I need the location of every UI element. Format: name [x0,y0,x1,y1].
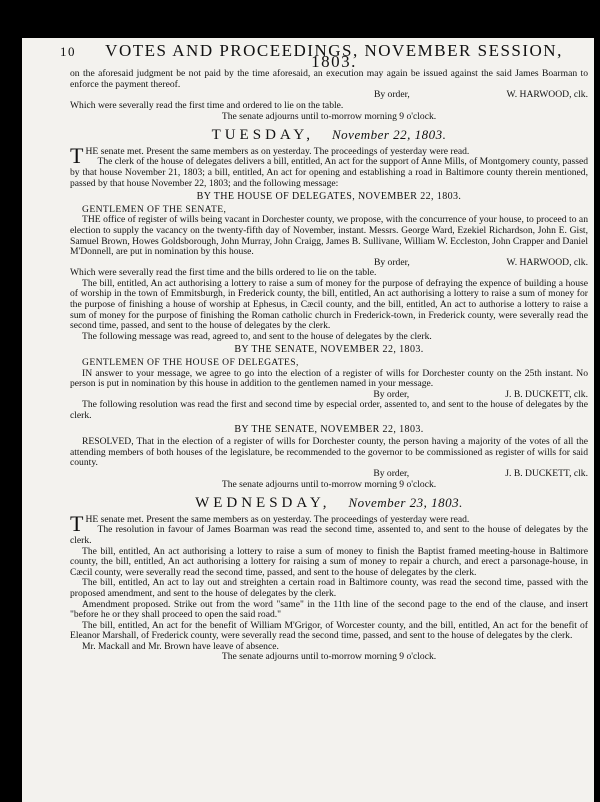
day-name: WEDNESDAY, [195,495,331,512]
clerk-signature: W. HARWOOD, clk. [506,89,588,101]
salutation: GENTLEMEN OF THE HOUSE OF DELEGATES, [82,357,299,369]
adjournment: The senate adjourns until to-morrow morning 9 o'clock. [221,651,437,663]
paragraph: The bill, entitled, An act for the benefit of William M'Grigor, of Worcester county, and the bill, entitled, An act for the benefit of Eleanor Marshall, of Frederick county, were severally read the second time, passed, and sent to the house of delegates by the clerk. [70,619,588,642]
paragraph: The bill, entitled, An act authorising a lottery to raise a sum of money to finish the Baptist framed meeting-house in Baltimore county, the bill, entitled, An act authorising a lottery for raising a sum of money to repair a church, and erect a parsonage-house, in Cæcil county, were severally read the second time, passed, and sent to the house of delegates by the clerk. [70,545,588,578]
by-order: By order, [373,388,410,400]
day-heading [70,495,588,512]
page-title: VOTES AND PROCEEDINGS, NOVEMBER SESSION, 1803. [105,41,563,71]
document-page [22,38,594,802]
clerk-signature: J. B. DUCKETT, clk. [505,388,588,400]
paragraph: THE senate met. Present the same members as on yesterday. The proceedings of yesterday were read. [70,142,470,168]
page-header [60,41,588,71]
day-name: TUESDAY, [211,127,314,144]
paragraph: THE senate met. Present the same members as on yesterday. The proceedings of yesterday were read. [70,510,470,536]
resolution: RESOLVED, That in the election of a register of wills for Dorchester county, the person having a majority of the votes of all the attending members of both houses of the legislature, be recommended to the governor to be commissioned as register of wills for said county. [70,436,588,469]
paragraph: Mr. Mackall and Mr. Brown have leave of absence. [82,640,279,652]
section-heading: BY THE SENATE, NOVEMBER 22, 1803. [234,423,424,435]
paragraph: The clerk of the house of delegates delivers a bill, entitled, An act for the support of Anne Mills, of Montgomery county, passed by that house November 21, 1803; a bill, entitled, An act for opening and establishing a road in Baltimore county therein mentioned, passed by that house November 22, 1803; and the following message: [70,156,588,189]
clerk-signature: J. B. DUCKETT, clk. [505,467,588,479]
clerk-signature: W. HARWOOD, clk. [506,256,588,268]
paragraph: Which were severally read the first time and ordered to lie on the table. [70,99,344,111]
adjournment: The senate adjourns until to-morrow morning 9 o'clock. [221,110,437,122]
section-heading: BY THE SENATE, NOVEMBER 22, 1803. [234,344,424,356]
adjournment: The senate adjourns until to-morrow morning 9 o'clock. [221,478,437,490]
by-order: By order, [373,89,410,101]
section-heading: BY THE HOUSE OF DELEGATES, NOVEMBER 22, 1803. [196,191,462,203]
paragraph: The bill, entitled, An act authorising a lottery to raise a sum of money for the purpose of defraying the expence of building a house of worship in the town of Emmitsburgh, in Frederick county, the bill, entitled, An act authorising a lottery to raise a sum of money for the purpose of finishing a house of worship at Ephesus, in Cæcil county, and the bill, entitled, An act to authorise a lottery to raise a sum of money for the purpose of finishing the Roman catholic church in Frederick-town, in Frederick county, were severally read the second time, passed, and sent to the house of delegates by the clerk. [70,277,588,332]
paragraph: The following message was read, agreed to, and sent to the house of delegates by the clerk. [82,330,432,342]
paragraph: IN answer to your message, we agree to go into the election of a register of wills for Dorchester county on the 25th instant. No person is put in nomination by this house in addition to the gentlemen named in your message. [70,367,588,390]
continued-text: on the aforesaid judgment be not paid by the time aforesaid, an execution may again be issued against the said James Boarman to enforce the payment thereof. [70,68,588,90]
day-date: November 23, 1803. [348,495,463,511]
page-number: 10 [60,44,76,59]
by-order: By order, [373,467,410,479]
by-order: By order, [373,256,410,268]
day-heading [70,127,588,144]
page-content [60,41,588,663]
paragraph: THE office of register of wills being vacant in Dorchester county, we propose, with the concurrence of your house, to proceed to an election to supply the vacancy on the twenty-fifth day of November, instant. Messrs. George Ward, Ezekiel Richardson, John E. Gist, Samuel Brown, Howes Goldsborough, John Murray, John Craigg, James B. Sullivane, William W. Eccleston, John Crapper and Daniel M'Donnell, are put in nomination by this house. [70,214,588,258]
day-date: November 22, 1803. [332,127,447,143]
paragraph: Which were severally read the first time and the bills ordered to lie on the table. [70,267,377,279]
paragraph: The bill, entitled, An act to lay out and streighten a certain road in Baltimore county, was read the second time, passed with the proposed amendment, and sent to the house of delegates by the clerk. [70,577,588,599]
paragraph: The resolution in favour of James Boarman was read the second time, assented to, and sent to the house of delegates by the clerk. [70,524,588,546]
paragraph: The following resolution was read the first and second time by especial order, assented to, and sent to the house of delegates by the clerk. [70,399,588,421]
salutation: GENTLEMEN OF THE SENATE, [82,203,227,215]
paragraph: Amendment proposed. Strike out from the word "same" in the 11th line of the second page to the end of the clause, and insert "before he or they shall proceed to open the said road." [70,598,588,621]
